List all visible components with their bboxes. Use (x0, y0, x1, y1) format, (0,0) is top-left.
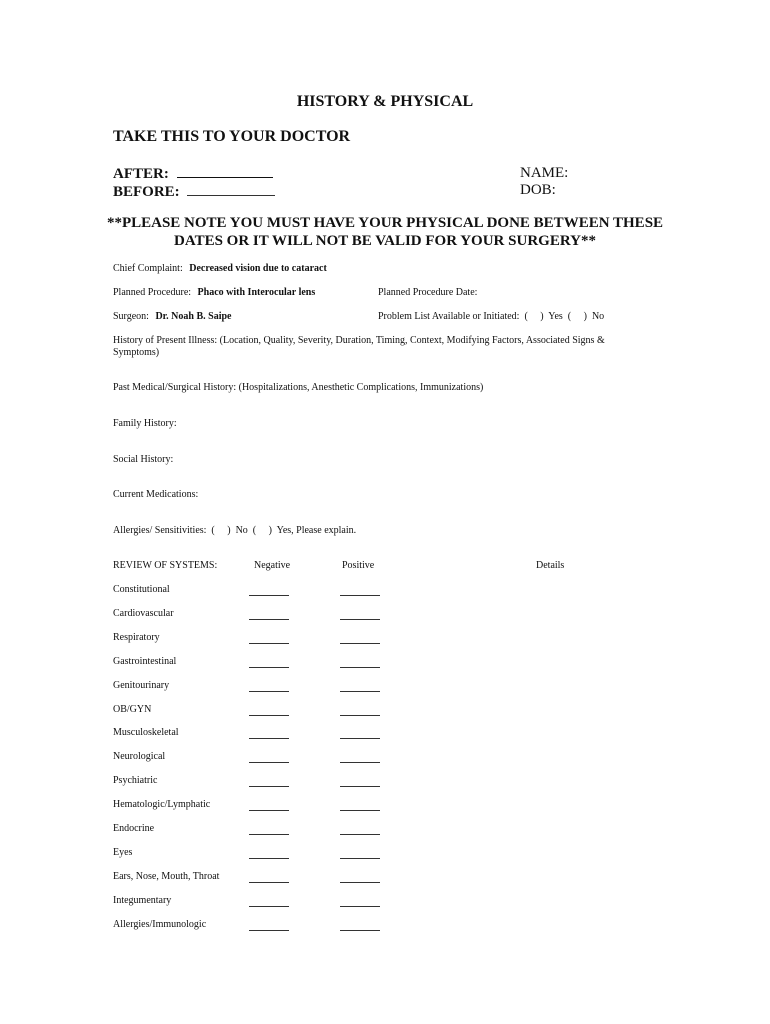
chief-complaint-label: Chief Complaint: (113, 263, 183, 274)
ros-heading: REVIEW OF SYSTEMS: (113, 560, 218, 571)
ros-system-label: Eyes (113, 846, 133, 858)
ros-negative-blank[interactable] (249, 762, 289, 763)
ros-positive-blank[interactable] (340, 834, 380, 835)
ros-system-label: OB/GYN (113, 703, 152, 715)
surgeon-label: Surgeon: (113, 311, 149, 322)
before-label: BEFORE: (113, 184, 180, 200)
after-label: AFTER: (113, 166, 169, 182)
surgeon-row (113, 311, 231, 322)
past-history-label: Past Medical/Surgical History: (Hospitalizations, Anesthetic Complications, Immunizations) (113, 382, 484, 393)
family-history-label: Family History: (113, 418, 177, 429)
ros-system-label: Constitutional (113, 584, 170, 595)
ros-negative-blank[interactable] (249, 858, 289, 859)
planned-procedure-label: Planned Procedure: (113, 287, 192, 298)
planned-procedure-value: Phaco with Interocular lens (197, 287, 316, 298)
planned-procedure-row (113, 287, 315, 298)
after-date-blank[interactable] (177, 163, 273, 178)
ros-positive-blank[interactable] (340, 786, 380, 787)
ros-negative-blank[interactable] (249, 667, 289, 668)
ros-positive-blank[interactable] (340, 595, 380, 596)
ros-system-label: Allergies/Immunologic (113, 918, 207, 930)
ros-system-label: Cardiovascular (113, 607, 174, 619)
ros-negative-blank[interactable] (249, 643, 289, 644)
name-label: NAME: (520, 165, 569, 181)
notice-line-1: **PLEASE NOTE YOU MUST HAVE YOUR PHYSICAL DONE BETWEEN THESE (106, 215, 664, 231)
ros-positive-blank[interactable] (340, 762, 380, 763)
after-row (113, 163, 273, 183)
ros-details-header: Details (536, 560, 565, 571)
ros-negative-blank[interactable] (249, 810, 289, 811)
ros-positive-blank[interactable] (340, 715, 380, 716)
ros-positive-blank[interactable] (340, 882, 380, 883)
ros-negative-blank[interactable] (249, 930, 289, 931)
ros-positive-header: Positive (342, 560, 375, 571)
ros-negative-blank[interactable] (249, 715, 289, 716)
dob-label: DOB: (520, 182, 556, 198)
ros-system-label: Endocrine (113, 823, 155, 834)
ros-negative-blank[interactable] (249, 786, 289, 787)
ros-negative-blank[interactable] (249, 595, 289, 596)
ros-system-label: Ears, Nose, Mouth, Throat (113, 870, 220, 882)
ros-positive-blank[interactable] (340, 643, 380, 644)
ros-system-label: Respiratory (113, 631, 160, 643)
allergies-label: Allergies/ Sensitivities: ( ) No ( ) Yes, Please explain. (113, 525, 357, 536)
ros-system-label: Neurological (113, 751, 166, 763)
planned-procedure-date-label: Planned Procedure Date: (378, 287, 478, 298)
problem-list-label: Problem List Available or Initiated: ( ) Yes ( ) No (378, 311, 605, 322)
chief-complaint-row (113, 263, 327, 274)
ros-system-label: Genitourinary (113, 679, 170, 691)
ros-negative-blank[interactable] (249, 834, 289, 835)
ros-positive-blank[interactable] (340, 619, 380, 620)
page-title: HISTORY & PHYSICAL (296, 93, 474, 110)
ros-positive-blank[interactable] (340, 667, 380, 668)
page-subtitle: TAKE THIS TO YOUR DOCTOR (113, 128, 351, 145)
before-row (113, 181, 275, 201)
hpi-line-2: Symptoms) (113, 347, 160, 358)
ros-negative-blank[interactable] (249, 691, 289, 692)
ros-system-label: Hematologic/Lymphatic (113, 799, 211, 811)
ros-positive-blank[interactable] (340, 691, 380, 692)
current-medications-label: Current Medications: (113, 489, 199, 500)
ros-negative-blank[interactable] (249, 882, 289, 883)
ros-positive-blank[interactable] (340, 738, 380, 739)
ros-system-label: Integumentary (113, 894, 172, 906)
ros-positive-blank[interactable] (340, 858, 380, 859)
ros-system-label: Gastrointestinal (113, 655, 177, 667)
ros-system-label: Musculoskeletal (113, 727, 179, 739)
ros-negative-blank[interactable] (249, 738, 289, 739)
hpi-line-1: History of Present Illness: (Location, Quality, Severity, Duration, Timing, Context, Modifying Factors, Associated Signs & (113, 335, 605, 346)
ros-negative-blank[interactable] (249, 619, 289, 620)
social-history-label: Social History: (113, 454, 174, 465)
notice-line-2: DATES OR IT WILL NOT BE VALID FOR YOUR SURGERY** (174, 233, 596, 249)
ros-positive-blank[interactable] (340, 906, 380, 907)
ros-positive-blank[interactable] (340, 930, 380, 931)
ros-system-label: Psychiatric (113, 775, 158, 787)
ros-positive-blank[interactable] (340, 810, 380, 811)
validity-notice (0, 214, 770, 250)
before-date-blank[interactable] (187, 181, 275, 196)
surgeon-value: Dr. Noah B. Saipe (155, 311, 232, 322)
ros-negative-header: Negative (254, 560, 291, 571)
ros-negative-blank[interactable] (249, 906, 289, 907)
chief-complaint-value: Decreased vision due to cataract (189, 263, 327, 274)
